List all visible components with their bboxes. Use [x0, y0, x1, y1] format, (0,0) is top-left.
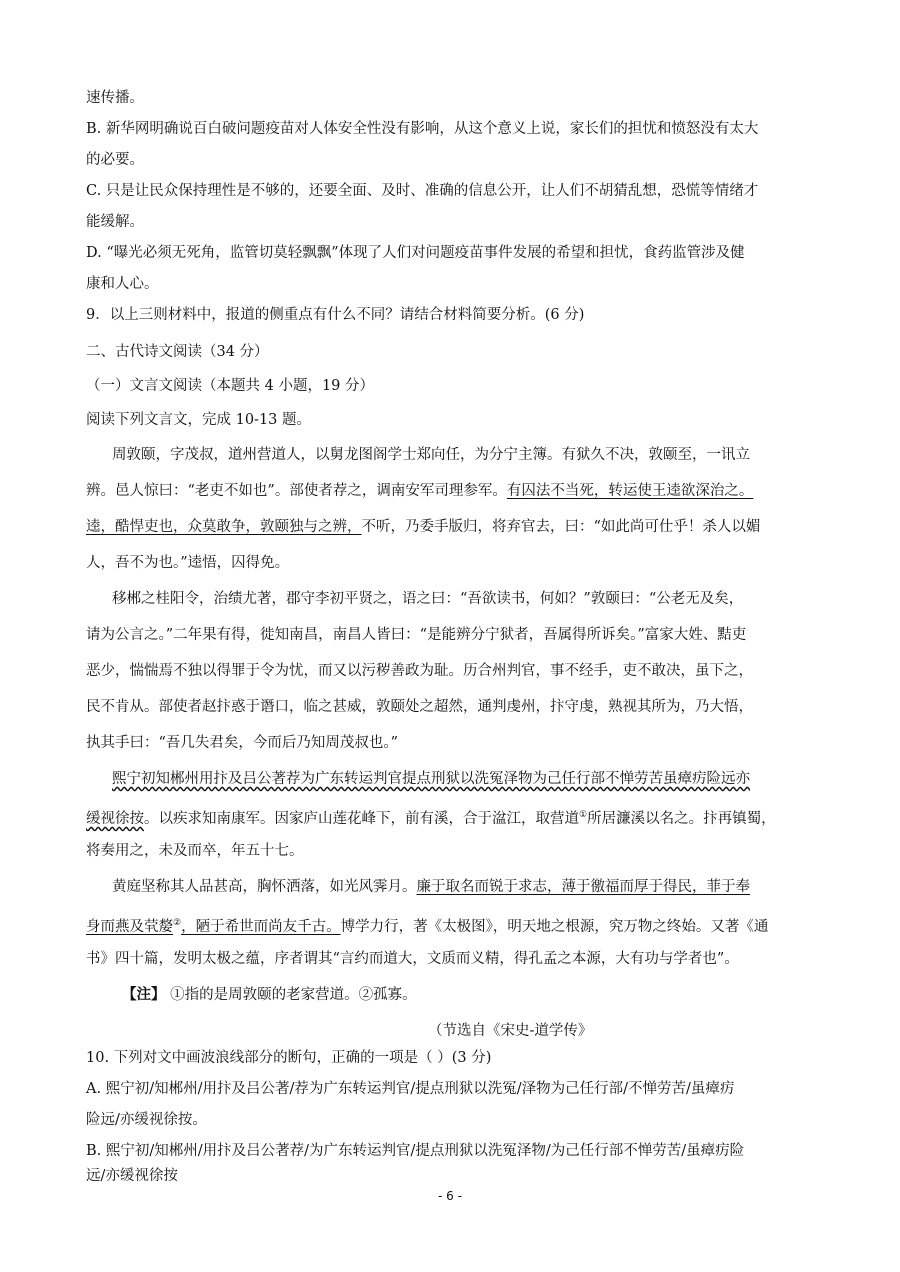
passage-line [86, 517, 826, 537]
passage-line: 移郴之桂阳令，治绩尤著，郡守李初平贤之，语之曰：“吾欲读书，何如？”敦颐曰：“公老无及矣， [112, 591, 744, 607]
passage-line: 执其手曰：“吾几失君矣，今而后乃知周茂叔也。” [86, 735, 399, 751]
passage-text: 不听，乃委手版归，将弃官去，曰：“如此尚可仕乎！杀人以媚 [361, 519, 761, 535]
wavy-underlined-line [112, 769, 852, 789]
option-d-text: D. “曝光必须无死角，监管切莫轻飘飘”体现了人们对问题疫苗事件发展的希望和担忧，食药监管涉及健 [86, 245, 745, 261]
text-line: 速传播。 [86, 90, 144, 106]
passage-text: 。以疾求知南康军。因家庐山莲花峰下，前有溪，合于湓江，取营道 [144, 810, 579, 827]
passage-line [86, 805, 826, 829]
underlined-sentence: 身而燕及茕嫠 [86, 918, 173, 935]
source-citation: （节选自《宋史-道学传》 [428, 1023, 593, 1039]
underlined-sentence: 逵，酷悍吏也，众莫敢争，敦颐独与之辨， [86, 519, 362, 535]
passage-line: 人，吾不为也。”逵悟，囚得免。 [86, 555, 290, 571]
option-c-text: C. 只是让民众保持理性是不够的，还要全面、及时、准确的信息公开，让人们不胡猜乱想，恐慌等情绪才 [86, 183, 759, 199]
footnote-marker: ① [579, 810, 588, 820]
underlined-sentence: 有囚法不当死，转运使王逵欲深治之。 [506, 483, 754, 499]
passage-line: 周敦颐，字茂叔，道州营道人，以舅龙图阁学士郑向任，为分宁主簿。有狱久不决，敦颐至，一讯立 [112, 447, 750, 463]
passage-text: 辨。邑人惊曰：“老吏不如也”。部使者荐之，调南安军司理参军。 [86, 483, 507, 499]
underlined-sentence: ，陋于希世而尚友千古。 [181, 918, 341, 935]
footnote-line [122, 985, 862, 1005]
question-10: 10. 下列对文中画波浪线部分的断句，正确的一项是（ ）(3 分) [86, 1050, 492, 1066]
instruction-text: 阅读下列文言文，完成 10-13 题。 [86, 412, 312, 428]
passage-line: 民不肯从。部使者赵抃惑于谮口，临之甚威，敦颐处之超然，通判虔州，抃守虔，熟视其所为，乃大悟， [86, 699, 753, 715]
note-text: ①指的是周敦颐的老家营道。②孤寡。 [165, 987, 417, 1003]
option-b-text: B. 熙宁初/知郴州/用抃及吕公著荐/为广东转运判官/提点刑狱以洗冤泽物/为己任行部不惮劳苦/虽瘴疠险 [86, 1143, 745, 1159]
text-line: 远/亦缓视徐按 [86, 1168, 178, 1184]
text-line: 的必要。 [86, 152, 144, 168]
passage-line [112, 877, 852, 897]
passage-text: 所居濂溪以名之。抃再镇蜀， [587, 810, 776, 827]
passage-line: 请为公言之。”二年果有得，徙知南昌，南昌人皆曰：“是能辨分宁狱者，吾属得所诉矣。”富家大姓、黠吏 [86, 627, 747, 643]
passage-line [86, 913, 826, 937]
passage-line [86, 481, 826, 501]
footnote-marker: ② [173, 918, 182, 928]
section-heading: 二、古代诗文阅读（34 分） [86, 344, 269, 360]
text-line: 康和人心。 [86, 276, 159, 292]
wavy-underlined-text: 熙宁初知郴州用抃及吕公著荐为广东转运判官提点刑狱以洗冤泽物为己任行部不惮劳苦虽瘴疠险远亦 [112, 771, 750, 787]
note-label: 【注】 [122, 986, 166, 1003]
passage-line: 将奏用之，未及而卒，年五十七。 [86, 843, 304, 859]
text-line: 险远/亦缓视徐按。 [86, 1112, 207, 1128]
underlined-sentence: 廉于取名而锐于求志，薄于徼福而厚于得民，菲于奉 [416, 879, 750, 895]
passage-text: 博学力行，著《太极图》，明天地之根源，究万物之终始。又著《通 [340, 918, 769, 935]
option-b-text: B. 新华网明确说百白破问题疫苗对人体安全性没有影响，从这个意义上说，家长们的担忧和愤怒没有太大 [86, 121, 759, 137]
subsection-heading: （一）文言文阅读（本题共 4 小题，19 分） [86, 378, 375, 394]
page-number: - 6 - [438, 1189, 462, 1203]
passage-text: 黄庭坚称其人品甚高，胸怀洒落，如光风霁月。 [112, 879, 417, 895]
passage-line: 恶少，惴惴焉不独以得罪于令为忧，而又以污秽善政为耻。历合州判官，事不经手，吏不敢决，虽下之， [86, 663, 753, 679]
passage-line: 书》四十篇，发明太极之蕴，序者谓其“言约而道大，文质而义精，得孔孟之本源，大有功与学者也”。 [86, 951, 739, 967]
option-a-text: A. 熙宁初/知郴州/用抃及吕公著/荐为广东转运判官/提点刑狱以洗冤/泽物为己任行部/不惮劳苦/虽瘴疠 [86, 1081, 735, 1097]
text-line: 能缓解。 [86, 214, 144, 230]
wavy-underlined-text: 缓视徐按 [86, 810, 144, 827]
question-9: 9．以上三则材料中，报道的侧重点有什么不同？请结合材料简要分析。(6 分) [86, 307, 585, 323]
